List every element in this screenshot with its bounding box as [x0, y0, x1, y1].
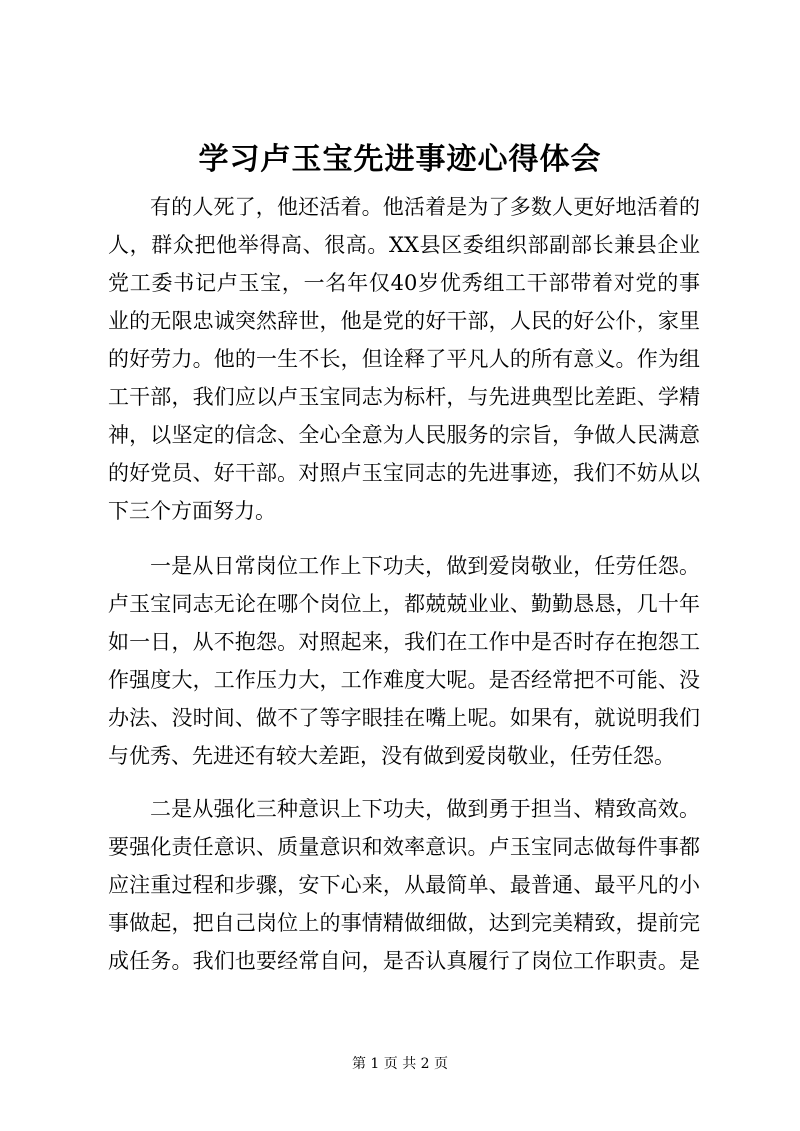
text-line: 办法、没时间、做不了等字眼挂在嘴上呢。如果有，就说明我们 — [108, 706, 700, 730]
page-footer: 第 1 页 共 2 页 — [351, 1056, 449, 1072]
text-line: 卢玉宝同志无论在哪个岗位上，都兢兢业业、勤勤恳恳，几十年 — [108, 592, 700, 616]
text-line: 与优秀、先进还有较大差距，没有做到爱岗敬业，任劳任怨。 — [108, 744, 675, 768]
text-line: 应注重过程和步骤，安下心来，从最简单、最普通、最平凡的小 — [108, 873, 700, 897]
text-line: 神，以坚定的信念、全心全意为人民服务的宗旨，争做人民满意 — [108, 423, 700, 447]
text-line: 事做起，把自己岗位上的事情精做细做，达到完美精致，提前完 — [108, 911, 700, 935]
text-line: 如一日，从不抱怨。对照起来，我们在工作中是否时存在抱怨工 — [108, 630, 700, 654]
text-line: 的好党员、好干部。对照卢玉宝同志的先进事迹，我们不妨从以 — [108, 461, 700, 485]
text-line: 成任务。我们也要经常自问，是否认真履行了岗位工作职责。是 — [108, 949, 700, 973]
text-line: 人，群众把他举得高、很高。XX县区委组织部副部长兼县企业 — [108, 233, 700, 257]
text-line: 作强度大，工作压力大，工作难度大呢。是否经常把不可能、没 — [108, 668, 700, 692]
text-line: 工干部，我们应以卢玉宝同志为标杆，与先进典型比差距、学精 — [108, 385, 700, 409]
text-line: 二是从强化三种意识上下功夫，做到勇于担当、精致高效。 — [150, 797, 700, 821]
document-title: 学习卢玉宝先进事迹心得体会 — [198, 142, 602, 177]
text-line: 党工委书记卢玉宝，一名年仅40岁优秀组工干部带着对党的事 — [108, 271, 700, 295]
text-line: 一是从日常岗位工作上下功夫，做到爱岗敬业，任劳任怨。 — [150, 554, 700, 578]
text-line: 要强化责任意识、质量意识和效率意识。卢玉宝同志做每件事都 — [108, 835, 700, 859]
text-line: 有的人死了，他还活着。他活着是为了多数人更好地活着的 — [150, 195, 700, 219]
text-line: 业的无限忠诚突然辞世，他是党的好干部，人民的好公仆，家里 — [108, 309, 700, 333]
text-line: 的好劳力。他的一生不长，但诠释了平凡人的所有意义。作为组 — [108, 347, 700, 371]
text-line: 下三个方面努力。 — [108, 499, 276, 523]
